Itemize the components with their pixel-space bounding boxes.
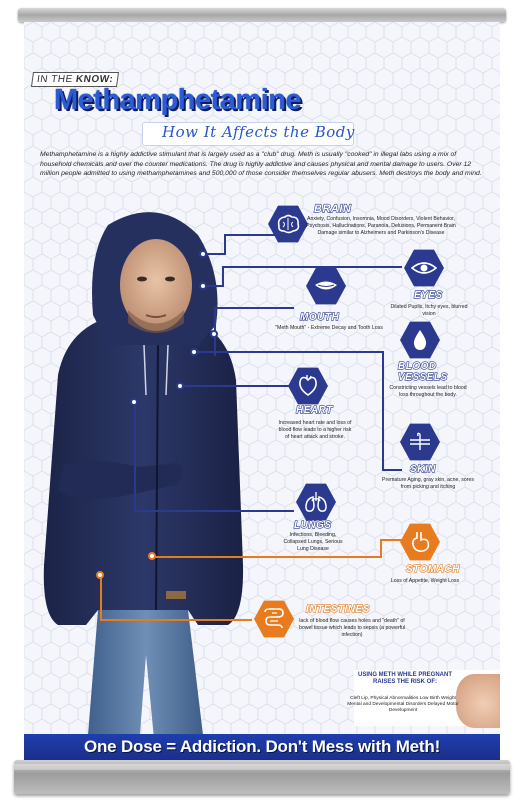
poster [24, 22, 500, 760]
connector-line [134, 510, 294, 512]
connector-line [222, 266, 402, 268]
connector-line [100, 619, 252, 621]
pregnancy-risks: Cleft Lip, Physical Abnormalities Low Birth Weight Mental and Developmental Disorders Delayed Motor Development [347, 696, 459, 713]
man-in-hoodie-photo [38, 205, 248, 760]
footer-banner [24, 734, 500, 760]
connector-line [204, 253, 226, 255]
intestines-icon [262, 608, 286, 630]
mouth-description: "Meth Mouth" - Extreme Decay and Tooth Loss [275, 325, 383, 331]
intestines-description: lack of blood flow causes holes and "death" of bowel tissue which leads to sepsis (a powerful infection) [298, 618, 406, 638]
kicker-bold: KNOW: [75, 74, 114, 85]
footer-tagline: One Dose = Addiction. Don't Mess with Meth! [83, 737, 441, 756]
connector-dot-stomach [148, 552, 156, 560]
banner-stand-top-bar [18, 8, 506, 22]
connector-dot-heart [176, 382, 184, 390]
skin-description: Premature Aging, gray skin, acne, sores from picking and itching [382, 477, 474, 490]
skin-label: SKIN [410, 464, 436, 475]
poster-title: Methamphetamine [54, 84, 302, 116]
blood-vessels-label: BLOOD VESSELS [398, 361, 448, 383]
eye-icon [411, 261, 437, 275]
connector-line [134, 402, 136, 512]
connector-line [179, 385, 289, 387]
poster-subtitle: How It Affects the Body [162, 123, 355, 141]
stand-shine [14, 764, 510, 770]
eyes-description: Dilated Pupils, Itchy eyes, blurred vision [390, 304, 468, 317]
blood-drop-icon [412, 329, 428, 351]
heart-icon [298, 375, 318, 397]
connector-line [224, 234, 226, 255]
connector-line [194, 351, 384, 353]
heart-label: HEART [296, 405, 333, 416]
connector-line [382, 469, 402, 471]
connector-line [380, 539, 402, 541]
skin-icon [409, 432, 431, 452]
connector-dot-brain [199, 250, 207, 258]
connector-dot-lungs [130, 398, 138, 406]
pregnancy-title: USING METH WHILE PREGNANT RAISES THE RISK OF: [358, 672, 452, 685]
connector-line [222, 266, 224, 287]
lungs-icon [304, 491, 328, 513]
connector-dot-mouth [210, 330, 218, 338]
eyes-label: EYES [414, 290, 443, 301]
connector-line [152, 556, 382, 558]
connector-line [214, 307, 294, 309]
pregnant-belly-photo [456, 674, 500, 728]
blood-vessels-description: Constricting vessels lead to blood loss throughout the body. [389, 385, 467, 398]
kicker-prefix: IN THE [36, 74, 74, 85]
brain-description: Anxiety, Confusion, Insomnia, Mood Disorders, Violent Behavior, Psychosis, Hallucinations, Paranoia, Delusions, Permanent Brain Damage similar to Alzheimers and Parkinson's Disease [306, 216, 456, 236]
connector-dot-blood [190, 348, 198, 356]
stomach-icon [409, 531, 431, 553]
mouth-icon [314, 279, 338, 293]
mouth-label: MOUTH [300, 312, 340, 323]
brain-label: BRAIN [314, 203, 352, 215]
connector-line [380, 539, 382, 558]
connector-dot-intestines [96, 571, 104, 579]
lungs-label: LUNGS [294, 520, 332, 531]
stomach-description: Loss of Appetite, Weight Loss [390, 578, 460, 584]
connector-line [100, 575, 102, 621]
heart-description: Increased heart rate and loss of blood flow leads to a higher risk of heart attack and stroke. [278, 420, 352, 440]
connector-dot-eyes [199, 282, 207, 290]
intro-paragraph: Methamphetamine is a highly addictive stimulant that is largely used as a "club" drug. Meth is usually "cooked" in illegal labs using a mix of household chemicals and over the counter medications. The drug is highly addictive and causes physical and mental damage to users. Over 12 million people admitted to using methamphetamines and 500,000 of those consider themselves regular abusers. Meth destroys the body and mind. [40, 151, 482, 177]
connector-line [382, 351, 384, 471]
banner-stand-base [14, 760, 510, 794]
intestines-label: INTESTINES [306, 604, 370, 615]
lungs-description: Infections, Bleeding, Collapsed Lungs, Serious Lung Disease [283, 532, 343, 552]
brain-icon [275, 214, 301, 234]
stomach-label: STOMACH [406, 564, 460, 575]
